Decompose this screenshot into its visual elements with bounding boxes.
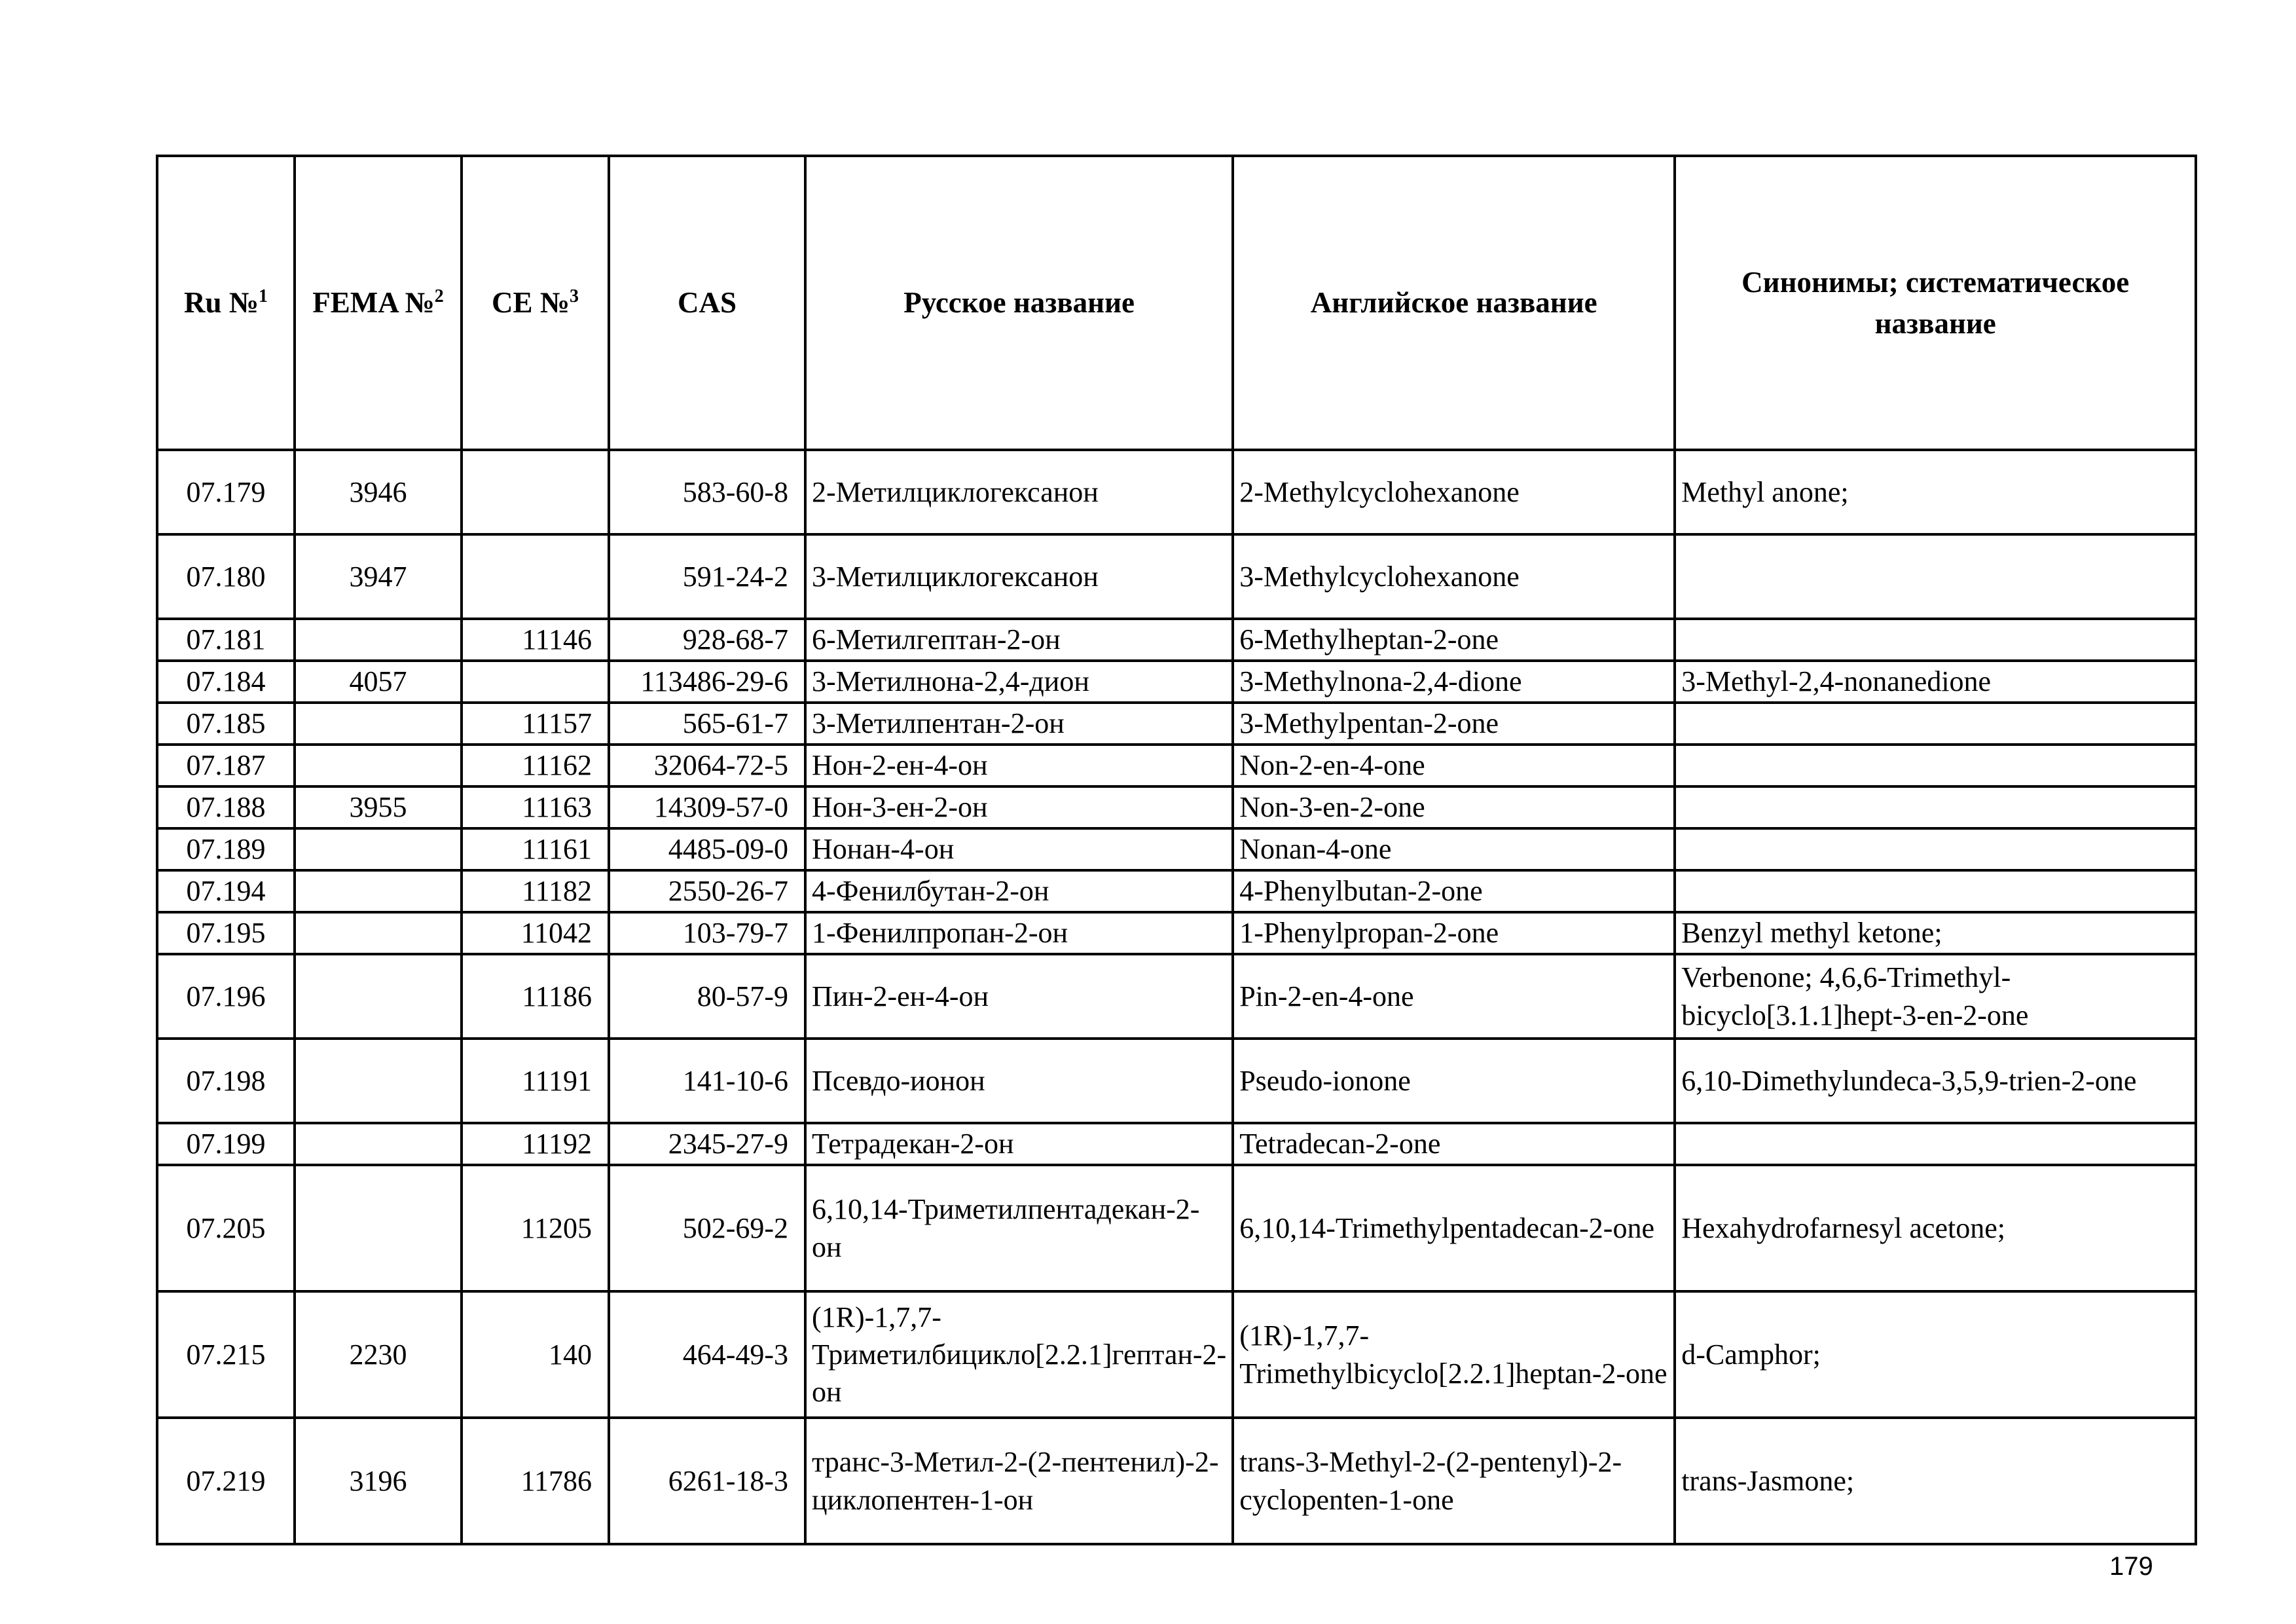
cell-ce-number: 11786 (462, 1418, 609, 1544)
cell-ru-number: 07.205 (157, 1165, 295, 1291)
table-row (157, 703, 2196, 745)
cell-ru-number: 07.189 (157, 828, 295, 870)
cell-english-name: 3-Methylpentan-2-one (1233, 703, 1675, 745)
cell-cas: 32064-72-5 (609, 745, 805, 786)
cell-ce-number (462, 450, 609, 534)
cell-english-name: trans-3-Methyl-2-(2-pentenyl)-2-cyclopenten-1-one (1233, 1418, 1675, 1544)
header-ce-number: CE №$^3$ (462, 156, 609, 450)
header-cas: CAS (609, 156, 805, 450)
cell-ce-number: 11146 (462, 619, 609, 661)
cell-fema-number (295, 703, 462, 745)
cell-cas: 80-57-9 (609, 954, 805, 1039)
cell-synonyms: trans-Jasmone; (1675, 1418, 2196, 1544)
table-row (157, 1165, 2196, 1291)
cell-russian-name: 3-Метилнона-2,4-дион (805, 661, 1233, 703)
cell-fema-number: 3947 (295, 534, 462, 619)
cell-ru-number: 07.215 (157, 1291, 295, 1418)
cell-synonyms (1675, 703, 2196, 745)
cell-english-name: 3-Methylnona-2,4-dione (1233, 661, 1675, 703)
cell-fema-number: 2230 (295, 1291, 462, 1418)
cell-fema-number: 4057 (295, 661, 462, 703)
cell-synonyms (1675, 745, 2196, 786)
table-row (157, 786, 2196, 828)
cell-cas: 14309-57-0 (609, 786, 805, 828)
cell-synonyms: d-Camphor; (1675, 1291, 2196, 1418)
cell-cas: 6261-18-3 (609, 1418, 805, 1544)
cell-synonyms (1675, 534, 2196, 619)
cell-ce-number (462, 661, 609, 703)
cell-cas: 141-10-6 (609, 1039, 805, 1123)
cell-synonyms: Verbenone; 4,6,6-Trimethyl-bicyclo[3.1.1]hept-3-en-2-one (1675, 954, 2196, 1039)
table-row (157, 619, 2196, 661)
cell-cas: 464-49-3 (609, 1291, 805, 1418)
cell-ru-number: 07.184 (157, 661, 295, 703)
cell-fema-number (295, 954, 462, 1039)
cell-fema-number (295, 619, 462, 661)
cell-ru-number: 07.196 (157, 954, 295, 1039)
cell-russian-name: 3-Метилпентан-2-он (805, 703, 1233, 745)
cell-synonyms (1675, 828, 2196, 870)
cell-ce-number (462, 534, 609, 619)
cell-ce-number: 11191 (462, 1039, 609, 1123)
cell-english-name: 3-Methylcyclohexanone (1233, 534, 1675, 619)
cell-english-name: Pin-2-en-4-one (1233, 954, 1675, 1039)
cell-synonyms: Benzyl methyl ketone; (1675, 912, 2196, 954)
page-number: 179 (2109, 1552, 2153, 1581)
cell-english-name: Non-2-en-4-one (1233, 745, 1675, 786)
cell-fema-number: 3946 (295, 450, 462, 534)
cell-cas: 4485-09-0 (609, 828, 805, 870)
cell-ce-number: 11161 (462, 828, 609, 870)
cell-english-name: Tetradecan-2-one (1233, 1123, 1675, 1165)
cell-russian-name: 6,10,14-Триметилпентадекан-2-он (805, 1165, 1233, 1291)
cell-ce-number: 11157 (462, 703, 609, 745)
cell-english-name: 2-Methylcyclohexanone (1233, 450, 1675, 534)
cell-ru-number: 07.199 (157, 1123, 295, 1165)
cell-russian-name: Тетрадекан-2-он (805, 1123, 1233, 1165)
header-synonyms: Синонимы; систематическое название (1675, 156, 2196, 450)
cell-cas: 103-79-7 (609, 912, 805, 954)
table-row (157, 870, 2196, 912)
cell-english-name: 6-Methylheptan-2-one (1233, 619, 1675, 661)
table-row (157, 912, 2196, 954)
header-fema-number: FEMA №$^2$ (295, 156, 462, 450)
cell-ce-number: 11182 (462, 870, 609, 912)
cell-russian-name: транс-3-Метил-2-(2-пентенил)-2-циклопентен-1-он (805, 1418, 1233, 1544)
table-row (157, 1418, 2196, 1544)
cell-russian-name: Пин-2-ен-4-он (805, 954, 1233, 1039)
table-row (157, 1291, 2196, 1418)
table-row (157, 661, 2196, 703)
cell-synonyms: 3-Methyl-2,4-nonanedione (1675, 661, 2196, 703)
cell-cas: 2550-26-7 (609, 870, 805, 912)
cell-ru-number: 07.198 (157, 1039, 295, 1123)
cell-ru-number: 07.195 (157, 912, 295, 954)
cell-russian-name: 1-Фенилпропан-2-он (805, 912, 1233, 954)
cell-english-name: Non-3-en-2-one (1233, 786, 1675, 828)
cell-ru-number: 07.180 (157, 534, 295, 619)
header-english-name: Английское название (1233, 156, 1675, 450)
cell-ce-number: 11186 (462, 954, 609, 1039)
cell-fema-number (295, 828, 462, 870)
table-row (157, 450, 2196, 534)
cell-russian-name: 2-Метилциклогексанон (805, 450, 1233, 534)
cell-cas: 928-68-7 (609, 619, 805, 661)
cell-ce-number: 11162 (462, 745, 609, 786)
cell-ce-number: 11192 (462, 1123, 609, 1165)
cell-english-name: 4-Phenylbutan-2-one (1233, 870, 1675, 912)
cell-synonyms: Methyl anone; (1675, 450, 2196, 534)
cell-fema-number (295, 745, 462, 786)
table-row (157, 1039, 2196, 1123)
cell-ce-number: 11205 (462, 1165, 609, 1291)
table-row (157, 828, 2196, 870)
cell-synonyms (1675, 1123, 2196, 1165)
cell-fema-number (295, 1165, 462, 1291)
cell-russian-name: 3-Метилциклогексанон (805, 534, 1233, 619)
cell-russian-name: Нон-3-ен-2-он (805, 786, 1233, 828)
cell-english-name: Pseudo-ionone (1233, 1039, 1675, 1123)
cell-ru-number: 07.194 (157, 870, 295, 912)
header-ru-number: Ru №$^1$ (157, 156, 295, 450)
cell-synonyms (1675, 786, 2196, 828)
table-row (157, 534, 2196, 619)
cell-ru-number: 07.181 (157, 619, 295, 661)
cell-fema-number (295, 912, 462, 954)
cell-fema-number: 3196 (295, 1418, 462, 1544)
cell-russian-name: Псевдо-ионон (805, 1039, 1233, 1123)
cell-synonyms (1675, 870, 2196, 912)
cell-ru-number: 07.187 (157, 745, 295, 786)
cell-synonyms: 6,10-Dimethylundeca-3,5,9-trien-2-one (1675, 1039, 2196, 1123)
cell-synonyms (1675, 619, 2196, 661)
cell-ru-number: 07.219 (157, 1418, 295, 1544)
cell-ru-number: 07.185 (157, 703, 295, 745)
cell-fema-number (295, 1123, 462, 1165)
header-russian-name: Русское название (805, 156, 1233, 450)
table-row (157, 745, 2196, 786)
cell-russian-name: 6-Метилгептан-2-он (805, 619, 1233, 661)
cell-english-name: 1-Phenylpropan-2-one (1233, 912, 1675, 954)
cell-ce-number: 140 (462, 1291, 609, 1418)
cell-synonyms: Hexahydrofarnesyl acetone; (1675, 1165, 2196, 1291)
cell-fema-number (295, 1039, 462, 1123)
table-row (157, 954, 2196, 1039)
cell-cas: 565-61-7 (609, 703, 805, 745)
cell-fema-number (295, 870, 462, 912)
cell-english-name: Nonan-4-one (1233, 828, 1675, 870)
flavoring-substances-table (156, 155, 2197, 1545)
cell-english-name: 6,10,14-Trimethylpentadecan-2-one (1233, 1165, 1675, 1291)
cell-cas: 502-69-2 (609, 1165, 805, 1291)
cell-russian-name: 4-Фенилбутан-2-он (805, 870, 1233, 912)
cell-ru-number: 07.188 (157, 786, 295, 828)
cell-cas: 2345-27-9 (609, 1123, 805, 1165)
cell-ce-number: 11042 (462, 912, 609, 954)
cell-fema-number: 3955 (295, 786, 462, 828)
header-row (157, 156, 2196, 450)
cell-cas: 591-24-2 (609, 534, 805, 619)
cell-russian-name: Нон-2-ен-4-он (805, 745, 1233, 786)
cell-english-name: (1R)-1,7,7-Trimethylbicyclo[2.2.1]heptan-2-one (1233, 1291, 1675, 1418)
cell-russian-name: Нонан-4-он (805, 828, 1233, 870)
cell-cas: 583-60-8 (609, 450, 805, 534)
cell-cas: 113486-29-6 (609, 661, 805, 703)
table-row (157, 1123, 2196, 1165)
cell-ce-number: 11163 (462, 786, 609, 828)
cell-russian-name: (1R)-1,7,7-Триметилбицикло[2.2.1]гептан-2-он (805, 1291, 1233, 1418)
cell-ru-number: 07.179 (157, 450, 295, 534)
